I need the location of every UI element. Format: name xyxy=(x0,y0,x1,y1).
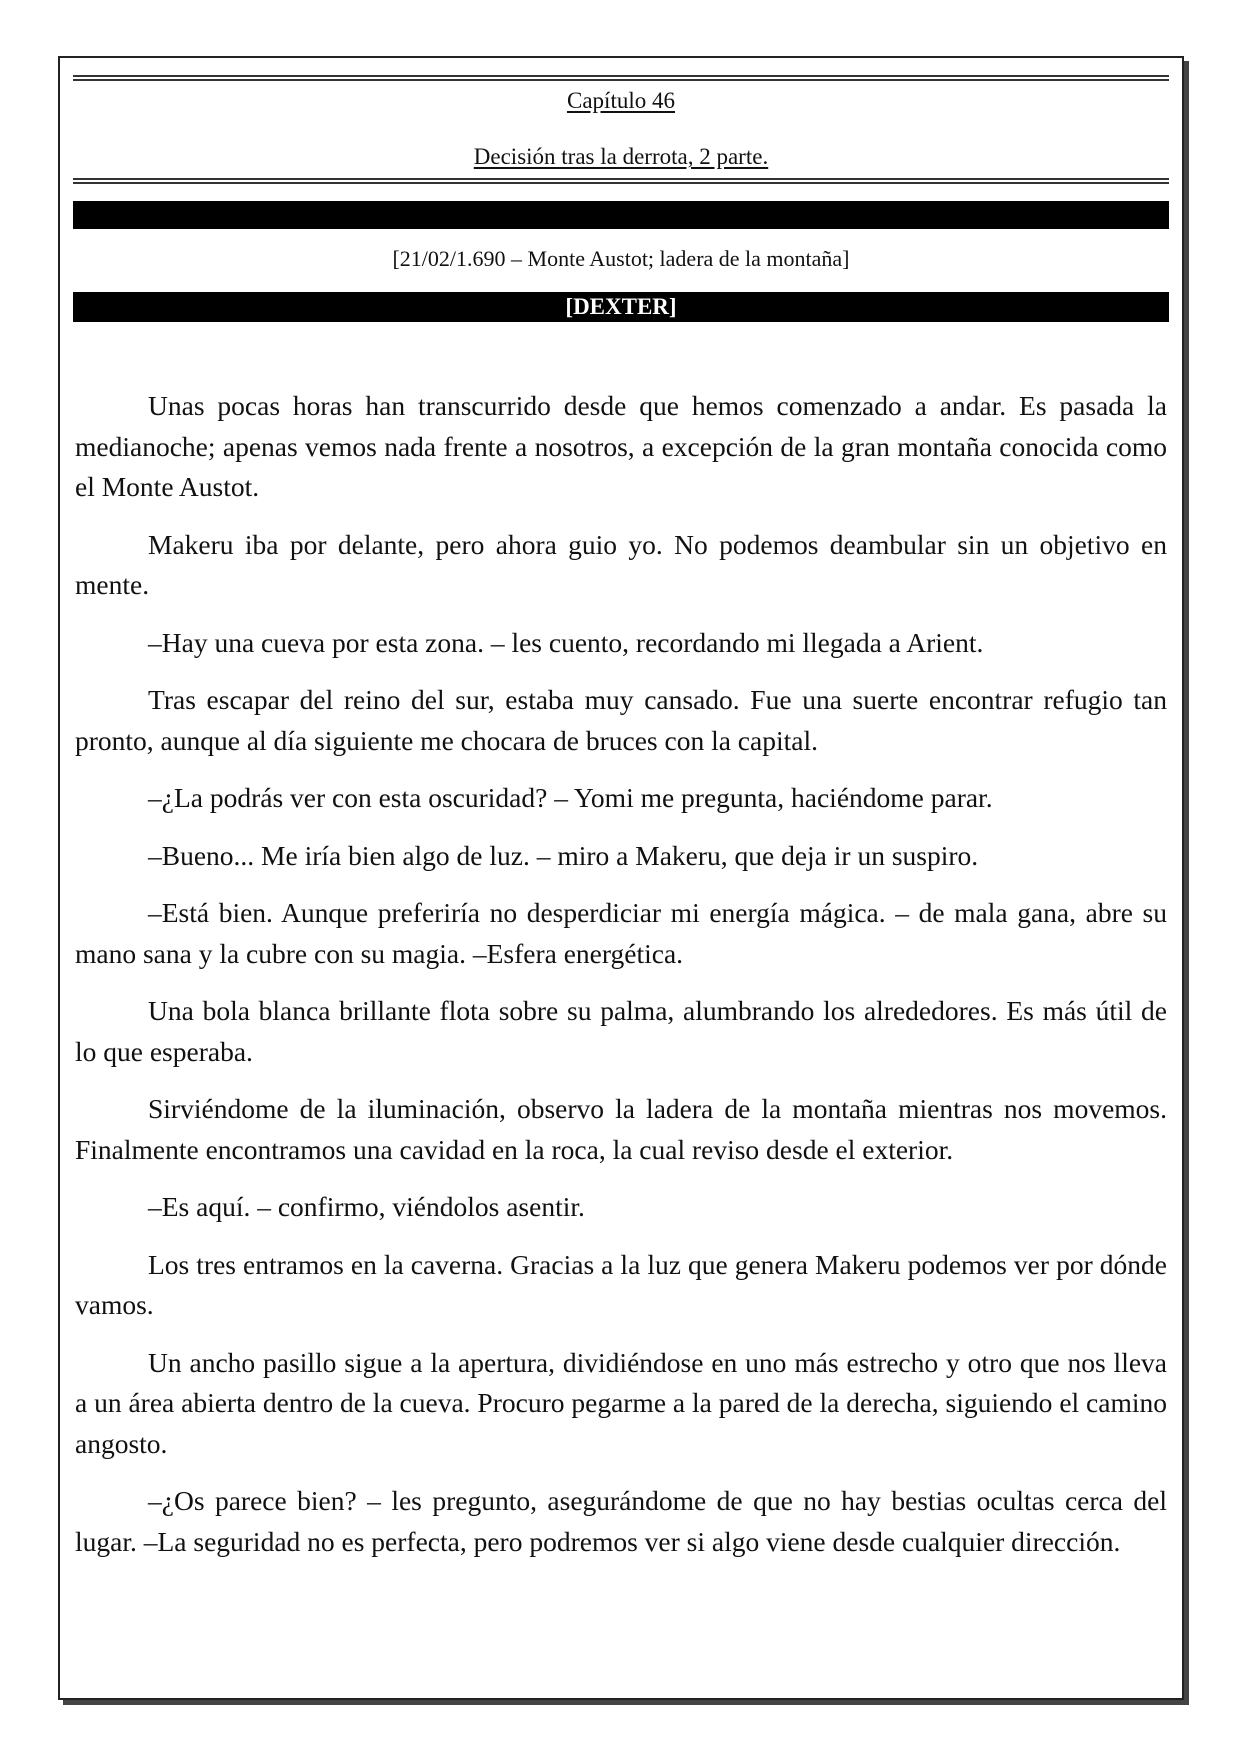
paragraph: –¿Os parece bien? – les pregunto, asegurándome de que no hay bestias ocultas cerca del lugar. –La seguridad no es perfecta, pero podremos ver si algo viene desde cualquier dirección. xyxy=(75,1485,1167,1557)
pov-label: [DEXTER] xyxy=(565,294,677,319)
pov-banner xyxy=(73,292,1169,322)
paragraph: –¿La podrás ver con esta oscuridad? – Yomi me pregunta, haciéndome parar. xyxy=(148,782,993,813)
paragraph: Makeru iba por delante, pero ahora guio yo. No podemos deambular sin un objetivo en mente. xyxy=(75,528,1167,600)
paragraph: Sirviéndome de la iluminación, observo la ladera de la montaña mientras nos movemos. Finalmente encontramos una cavidad en la roca, la cual reviso desde el exterior. xyxy=(75,1093,1167,1165)
header-bottom-rule xyxy=(73,178,1169,184)
paragraph: –Bueno... Me iría bien algo de luz. – miro a Makeru, que deja ir un suspiro. xyxy=(148,839,979,871)
paragraph: Tras escapar del reino del sur, estaba muy cansado. Fue una suerte encontrar refugio tan pronto, aunque al día siguiente me chocara de bruces con la capital. xyxy=(75,684,1167,756)
paragraph: Unas pocas horas han transcurrido desde que hemos comenzado a andar. Es pasada la medianoche; apenas vemos nada frente a nosotros, a excepción de la gran montaña conocida como el Monte Austot. xyxy=(75,390,1167,502)
scene-date-location: [21/02/1.690 – Monte Austot; ladera de la montaña] xyxy=(392,246,850,271)
paragraph: –Es aquí. – confirmo, viéndolos asentir. xyxy=(148,1191,585,1222)
header-top-rule xyxy=(73,75,1169,81)
body-text xyxy=(75,386,1167,1579)
paragraph: Un ancho pasillo sigue a la apertura, dividiéndose en uno más estrecho y otro que nos lleva a un área abierta dentro de la cueva. Procuro pegarme a la pared de la derecha, siguiendo el camino angosto. xyxy=(75,1346,1167,1459)
paragraph: –Está bien. Aunque preferiría no desperdiciar mi energía mágica. – de mala gana, abre su mano sana y la cubre con su magia. –Esfera energética. xyxy=(75,897,1167,969)
separator-bar xyxy=(73,201,1169,229)
chapter-title: Capítulo 46 xyxy=(567,88,675,113)
page-frame xyxy=(58,56,1184,1700)
chapter-subtitle: Decisión tras la derrota, 2 parte. xyxy=(473,144,769,169)
paragraph: Una bola blanca brillante flota sobre su palma, alumbrando los alrededores. Es más útil de lo que esperaba. xyxy=(75,995,1167,1067)
paragraph: –Hay una cueva por esta zona. – les cuento, recordando mi llegada a Arient. xyxy=(148,626,984,658)
paragraph: Los tres entramos en la caverna. Gracias a la luz que genera Makeru podemos ver por dónde vamos. xyxy=(75,1248,1167,1320)
